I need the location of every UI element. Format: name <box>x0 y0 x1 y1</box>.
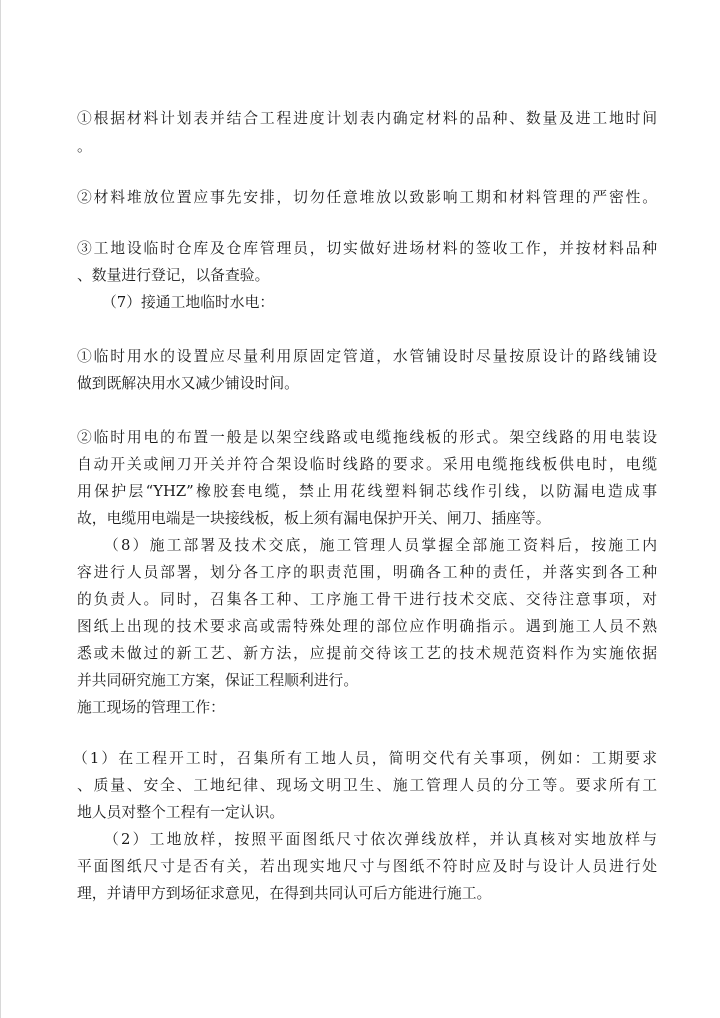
text-line: 的负责人。同时，召集各工种、工序施工骨干进行技术交底、交待注意事项，对 <box>77 591 657 608</box>
text-line: ②临时用电的布置一般是以架空线路或电缆拖线板的形式。架空线路的用电装设 <box>77 429 657 446</box>
text-line: 用保护层“YHZ”橡胶套电缆，禁止用花线塑料铜芯线作引线，以防漏电造成事 <box>77 483 657 500</box>
section-heading: （7）接通工地临时水电： <box>102 294 275 311</box>
text-line: （2）工地放样，按照平面图纸尺寸依次弹线放样，并认真核对实地放样与 <box>104 831 657 848</box>
text-line: 、数量进行登记，以备查验。 <box>77 267 270 284</box>
text-line: 地人员对整个工程有一定认识。 <box>77 804 285 821</box>
text-line: 、质量、安全、工地纪律、现场文明卫生、施工管理人员的分工等。要求所有工 <box>77 777 657 794</box>
text-line: 做到既解决用水又减少铺设时间。 <box>77 375 299 392</box>
text-line: ①根据材料计划表并结合工程进度计划表内确定材料的品种、数量及进工地时间 <box>77 110 657 127</box>
text-line: ③工地设临时仓库及仓库管理员，切实做好进场材料的签收工作，并按材料品种 <box>77 240 657 257</box>
text-line: ①临时用水的设置应尽量利用原固定管道，水管铺设时尽量按原设计的路线铺设 <box>77 348 657 365</box>
text-line: 。 <box>77 138 92 155</box>
section-heading: 施工现场的管理工作： <box>77 699 225 716</box>
text-line: 理，并请甲方到场征求意见，在得到共同认可后方能进行施工。 <box>77 885 492 902</box>
text-line: 自动开关或闸刀开关并符合架设临时线路的要求。采用电缆拖线板供电时，电缆 <box>77 456 657 473</box>
text-line: 图纸上出现的技术要求高或需特殊处理的部位应作明确指示。遇到施工人员不熟 <box>77 618 657 635</box>
text-line: 并共同研究施工方案，保证工程顺利进行。 <box>77 672 359 689</box>
text-line: 平面图纸尺寸是否有关，若出现实地尺寸与图纸不符时应及时与设计人员进行处 <box>77 858 657 875</box>
text-line: （8）施工部署及技术交底，施工管理人员掌握全部施工资料后，按施工内 <box>104 537 657 554</box>
text-line: （1）在工程开工时，召集所有工地人员，简明交代有关事项，例如：工期要求 <box>73 750 657 767</box>
text-line: 悉或未做过的新工艺、新方法，应提前交待该工艺的技术规范资料作为实施依据 <box>77 645 657 662</box>
text-line: ②材料堆放位置应事先安排，切勿任意堆放以致影响工期和材料管理的严密性。 <box>77 189 657 206</box>
text-line: 容进行人员部署，划分各工序的职责范围，明确各工种的责任，并落实到各工种 <box>77 564 657 581</box>
text-line: 故，电缆用电端是一块接线板，板上须有漏电保护开关、闸刀、插座等。 <box>77 510 551 527</box>
